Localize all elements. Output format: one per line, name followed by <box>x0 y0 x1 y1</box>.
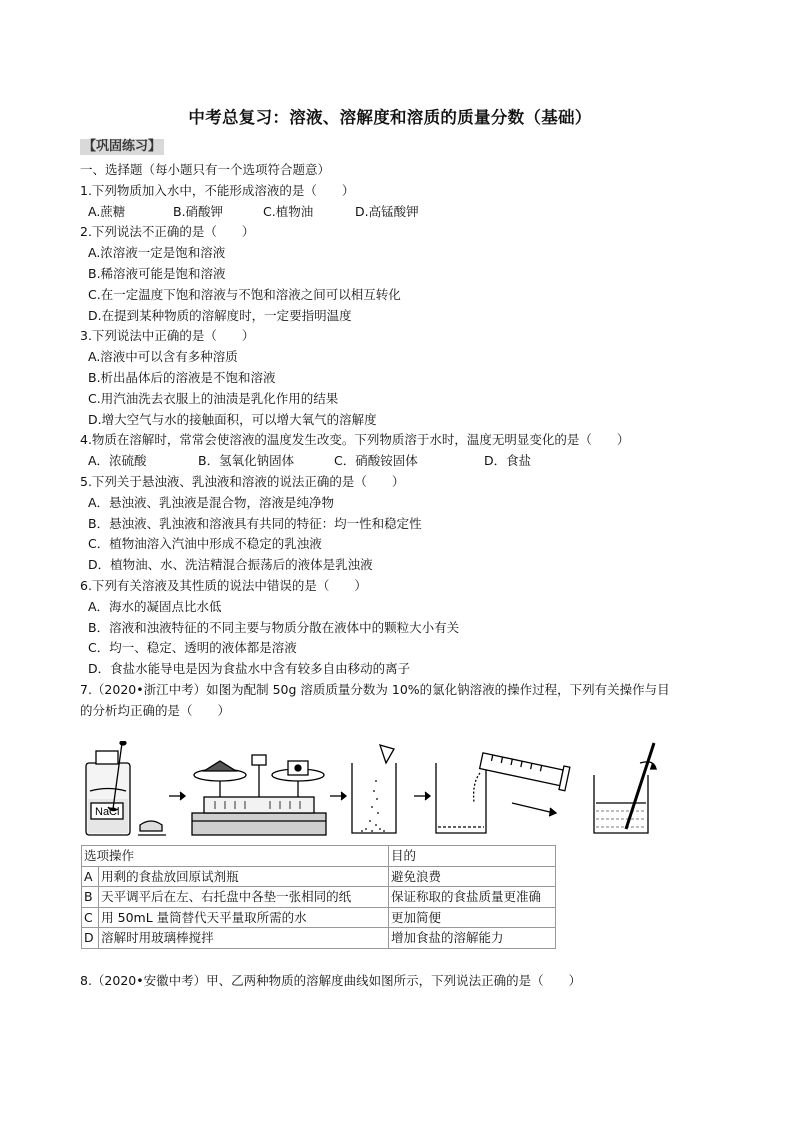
reagent-bottle-icon <box>86 741 130 835</box>
question-stem: 1.下列物质加入水中，不能形成溶液的是（ ） <box>80 182 355 198</box>
option-c: C.植物油 <box>263 203 314 219</box>
table-row <box>82 866 556 887</box>
option-row <box>80 451 720 472</box>
option-d: D.在提到某种物质的溶解度时，一定要指明温度 <box>88 307 352 323</box>
option-a: A．海水的凝固点比水低 <box>88 598 222 614</box>
table-cell: 用 50mL 量筒替代天平量取所需的水 <box>99 907 389 928</box>
option-c: C．植物油溶入汽油中形成不稳定的乳浊液 <box>88 536 322 552</box>
balance-scale-icon <box>192 755 326 835</box>
section-tag: 【巩固练习】 <box>80 139 164 155</box>
option-c: C.用汽油洗去衣服上的油渍是乳化作用的结果 <box>88 390 339 406</box>
question-stem: 6.下列有关溶液及其性质的说法中错误的是（ ） <box>80 577 367 593</box>
table-cell: B <box>82 887 99 908</box>
question-stem: 5.下列关于悬浊液、乳浊液和溶液的说法正确的是（ ） <box>80 473 405 489</box>
question-stem: 2.下列说法不正确的是（ ） <box>80 224 255 240</box>
question-stem: 3.下列说法中正确的是（ ） <box>80 328 255 344</box>
table-row <box>82 887 556 908</box>
option-c: C．均一、稳定、透明的液体都是溶液 <box>88 640 297 656</box>
table-cell: 保证称取的食盐质量更准确 <box>389 887 556 908</box>
table-cell: 避免浪费 <box>389 866 556 887</box>
nacl-label: NaCl <box>95 806 120 818</box>
solution-preparation-figure <box>80 741 680 841</box>
question-stem: 4.物质在溶解时，常常会使溶液的温度发生改变。下列物质溶于水时，温度无明显变化的是（ ） <box>80 432 630 448</box>
question-list <box>80 160 720 722</box>
graduated-cylinder-icon <box>436 749 570 833</box>
table-cell: A <box>82 866 99 887</box>
option-a: A．悬浊液、乳浊液是混合物，溶液是纯净物 <box>88 494 335 510</box>
question-stem: 7.（2020•浙江中考）如图为配制 50g 溶质质量分数为 10%的氯化钠溶液的操作过程，下列有关操作与目 <box>80 681 670 697</box>
table-cell: 天平调平后在左、右托盘中各垫一张相同的纸 <box>99 887 389 908</box>
table-row <box>82 907 556 928</box>
page-title: 中考总复习：溶液、溶解度和溶质的质量分数（基础） <box>188 108 592 127</box>
option-c: C.在一定温度下饱和溶液与不饱和溶液之间可以相互转化 <box>88 286 401 302</box>
table-header-cell: 选项操作 <box>82 846 389 867</box>
table-header-cell: 目的 <box>389 846 556 867</box>
option-b: B．悬浊液、乳浊液和溶液具有共同的特征：均一性和稳定性 <box>88 515 422 531</box>
option-d: D．食盐水能导电是因为食盐水中含有较多自由移动的离子 <box>88 661 411 677</box>
option-d: D.增大空气与水的接触面积，可以增大氧气的溶解度 <box>88 411 377 427</box>
table-row <box>82 928 556 949</box>
option-d: D.高锰酸钾 <box>355 203 419 219</box>
option-row <box>80 202 720 223</box>
table-cell: D <box>82 928 99 949</box>
question-stem-continued: 的分析均正确的是（ ） <box>80 702 231 718</box>
table-cell: 用剩的食盐放回原试剂瓶 <box>99 866 389 887</box>
table-cell: 更加简便 <box>389 907 556 928</box>
question-stem: 8.（2020•安徽中考）甲、乙两种物质的溶解度曲线如图所示，下列说法正确的是（ ） <box>80 973 582 988</box>
option-b: B.硝酸钾 <box>173 203 224 219</box>
table-cell: 增加食盐的溶解能力 <box>389 928 556 949</box>
table-cell: C <box>82 907 99 928</box>
option-d: D．食盐 <box>484 453 532 469</box>
option-d: D．植物油、水、洗洁精混合振荡后的液体是乳浊液 <box>88 557 373 573</box>
option-a: A.溶液中可以含有多种溶质 <box>88 349 238 365</box>
option-c: C．硝酸铵固体 <box>334 453 418 469</box>
table-cell: 溶解时用玻璃棒搅拌 <box>99 928 389 949</box>
option-a: A.蔗糖 <box>88 203 126 219</box>
option-b: B．溶液和浊液特征的不同主要与物质分散在液体中的颗粒大小有关 <box>88 619 460 635</box>
q7-table <box>81 845 556 949</box>
stirring-beaker-icon <box>594 743 656 833</box>
option-b: B.析出晶体后的溶液是不饱和溶液 <box>88 369 276 385</box>
beaker-icon <box>352 745 396 833</box>
section-heading: 一、选择题（每小题只有一个选项符合题意） <box>80 162 331 177</box>
option-a: A.浓溶液一定是饱和溶液 <box>88 245 226 261</box>
option-a: A．浓硫酸 <box>88 453 147 469</box>
table-header-row <box>82 846 556 867</box>
option-b: B．氢氧化钠固体 <box>198 453 295 469</box>
option-b: B.稀溶液可能是饱和溶液 <box>88 265 226 281</box>
